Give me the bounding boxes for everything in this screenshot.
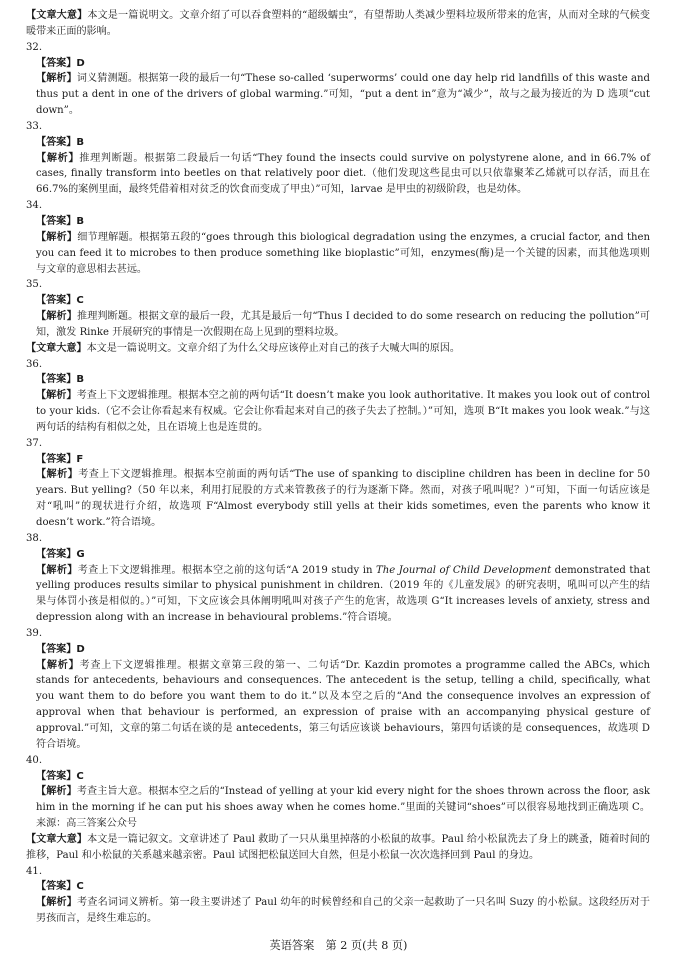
answer-line <box>26 547 650 563</box>
answer-tag: 【答案】 <box>36 374 77 386</box>
answer-tag: 【答案】 <box>36 881 77 893</box>
answer-tag: 【答案】 <box>36 57 77 69</box>
answer-tag: 【答案】 <box>36 770 77 782</box>
answer-letter: F <box>76 453 84 465</box>
summary-tag: 【文章大意】 <box>26 10 88 21</box>
answer-tag: 【答案】 <box>36 453 77 465</box>
summary-passage-d <box>26 341 650 357</box>
answer-tag: 【答案】 <box>36 643 77 655</box>
answer-line <box>26 372 650 388</box>
analysis-text: 考查上下文逻辑推理。根据本空前面的两句话“The use of spanking to discipline children has been in decline for 50 years. But yelling?（50 年以来，利用打屁股的方式来管教孩子的行为逐渐下降。然而，对孩子吼叫呢？）”可知，下面一句话应该是对“吼叫”的现状进行介绍，故选项 F“Almost everybody still yells at their kids sometimes, even the parents who know it doesn’t work.”符合语境。 <box>36 469 650 528</box>
answer-tag: 【答案】 <box>36 215 77 227</box>
analysis-tag: 【解析】 <box>36 152 80 164</box>
analysis-tag: 【解析】 <box>36 231 78 243</box>
summary-tag: 【文章大意】 <box>26 833 88 845</box>
analysis-paragraph <box>26 71 650 119</box>
analysis-tag: 【解析】 <box>36 311 77 323</box>
analysis-text: demonstrated that yelling produces results similar to physical punishment in children.（2019 年的《儿童发展》的研究表明，吼叫可以产生的结果与体罚小孩是相似的。）”可知，下文应该会具体阐明吼叫对孩子产生的危害，故选项 G“It increases levels of anxiety, stress and depression along with an increase in behavioural problems.”符合语境。 <box>36 564 650 624</box>
question-number: 41. <box>26 865 43 877</box>
analysis-text: 考查上下文逻辑推理。根据文章第三段的第一、二句话“Dr. Kazdin promotes a programme called the ABCs, which stands for antecedents, behaviours and consequences. The antecedent is the setup, telling a child, specifically, what you want them to do before you want them to do it.”以及本空之后的“And the consequence involves an expression of approval when that behaviour is performed, an expression of praise with an accompanying physical gesture of approval.”可知，文章的第二句话在谈的是 antecedents，第三句话应该谈 behaviours，第四句话谈的是 consequences，故选项 D 符合语境。 <box>36 659 650 750</box>
answer-tag: 【答案】 <box>36 136 77 148</box>
answer-line <box>26 214 650 230</box>
summary-passage-c <box>26 8 650 40</box>
answer-letter: C <box>76 881 84 893</box>
analysis-paragraph <box>26 563 650 626</box>
answer-line <box>26 135 650 151</box>
question-number: 40. <box>26 754 43 766</box>
analysis-paragraph <box>26 388 650 436</box>
analysis-text: 推理判断题。根据文章的最后一段，尤其是最后一句“Thus I decided to do some research on reducing the pollution”可知，激发 Rinke 开展研究的事情是一次假期在岛上见到的塑料垃圾。 <box>36 311 651 338</box>
summary-passage-e <box>26 832 650 864</box>
answer-letter: G <box>76 548 85 560</box>
summary-text: 本文是一篇记叙文。文章讲述了 Paul 救助了一只从巢里掉落的小松鼠的故事。Paul 给小松鼠洗去了身上的跳蚤，随着时间的推移，Paul 和小松鼠的关系越来越亲密。Paul 试图把松鼠送回大自然，但是小松鼠一次次选择回到 Paul 的身边。 <box>26 833 650 861</box>
analysis-paragraph <box>26 467 650 530</box>
question-number: 35. <box>26 279 43 291</box>
analysis-text: 考查名词词义辨析。第一段主要讲述了 Paul 幼年的时候曾经和自己的父亲一起救助了一只名叫 Suzy 的小松鼠。这段经历对于男孩而言，是终生难忘的。 <box>36 897 650 925</box>
summary-text: 本文是一篇说明文。文章介绍了为什么父母应该停止对自己的孩子大喊大叫的原因。 <box>86 342 461 354</box>
answer-letter: B <box>76 136 85 148</box>
analysis-tag: 【解析】 <box>36 469 79 481</box>
answer-letter: B <box>76 374 85 386</box>
analysis-paragraph <box>26 784 650 832</box>
answer-line <box>26 452 650 468</box>
analysis-tag: 【解析】 <box>36 897 78 909</box>
analysis-paragraph <box>26 230 650 278</box>
analysis-text: 词义猜测题。根据第一段的最后一句“These so-called ‘superworms’ could one day help rid landfills of this waste and thus put a dent in one of the drivers of global warming.”可知，“put a dent in”意为“减少”，故与之最为接近的为 D 选项“cut down”。 <box>36 73 651 117</box>
analysis-tag: 【解析】 <box>36 73 77 85</box>
analysis-text: 推理判断题。根据第二段最后一句话“They found the insects could survive on polystyrene alone, and in 66.7% of cases, finally transform into beetles on that relatively poor diet.（他们发现这些昆虫可以只依靠聚苯乙烯就可以存活，而且在 66.7%的案例里面，最终凭借着相对贫乏的饮食而变成了甲虫）”可知，larvae 是甲虫的初级阶段，也是幼体。 <box>36 152 650 196</box>
question-number: 38. <box>26 532 43 544</box>
answer-letter: B <box>76 215 85 227</box>
answer-line <box>26 56 650 72</box>
summary-text: 本文是一篇说明文。文章介绍了可以吞食塑料的“超级蠕虫”，有望帮助人类减少塑料垃圾所带来的危害，从而对全球的气候变暖带来正面的影响。 <box>26 10 650 37</box>
analysis-paragraph <box>26 151 650 199</box>
answer-letter: C <box>76 770 84 782</box>
analysis-paragraph <box>26 309 650 341</box>
analysis-text: 考查上下文逻辑推理。根据本空之前的这句话“A 2019 study in <box>77 564 377 576</box>
question-number: 33. <box>26 120 43 132</box>
answer-letter: D <box>76 57 85 69</box>
analysis-tag: 【解析】 <box>36 390 77 402</box>
analysis-paragraph <box>26 658 650 753</box>
page-footer: 英语答案 第 2 页(共 8 页) <box>269 939 408 952</box>
summary-tag: 【文章大意】 <box>26 342 87 354</box>
analysis-text: 细节理解题。根据第五段的“goes through this biological degradation using the enzymes, a crucial factor, and then you can feed it to microbes to then produce something like bioplastic”可知，enzymes(酶)是一个关键的因素，而其他选项则与文章的意思相去甚远。 <box>36 231 650 275</box>
answer-letter: C <box>76 295 84 307</box>
analysis-text: 考查主旨大意。根据本空之后的“Instead of yelling at your kid every night for the shoes thrown across the floor, ask him in the morning if he can put his shoes away when he comes home.”里面的关键词“shoes”可以很容易地找到正确选项 C。来源：高三答案公众号 <box>36 786 651 830</box>
answer-line <box>26 769 650 785</box>
analysis-tag: 【解析】 <box>36 786 77 798</box>
question-number: 37. <box>26 437 43 449</box>
analysis-paragraph <box>26 895 650 927</box>
answer-line <box>26 293 650 309</box>
journal-title: The Journal of Child Development <box>376 564 552 576</box>
question-number: 34. <box>26 200 43 212</box>
analysis-text: 考查上下文逻辑推理。根据本空之前的两句话“It doesn’t make you look authoritative. It makes you look out of control to your kids.（它不会让你看起来有权威。它会让你看起来对自己的孩子失去了控制。）”可知，选项 B“It makes you look weak.”与这两句话的结构有相似之处，且在语境上也是连贯的。 <box>36 390 651 433</box>
analysis-tag: 【解析】 <box>36 564 78 576</box>
answer-letter: D <box>76 643 85 655</box>
analysis-tag: 【解析】 <box>36 659 80 671</box>
question-number: 39. <box>26 627 43 639</box>
answer-line <box>26 642 650 658</box>
answer-tag: 【答案】 <box>36 548 77 560</box>
answer-tag: 【答案】 <box>36 295 77 307</box>
answer-line <box>26 879 650 895</box>
question-number: 36. <box>26 358 43 370</box>
question-number: 32. <box>26 41 43 53</box>
answer-document <box>26 8 650 927</box>
